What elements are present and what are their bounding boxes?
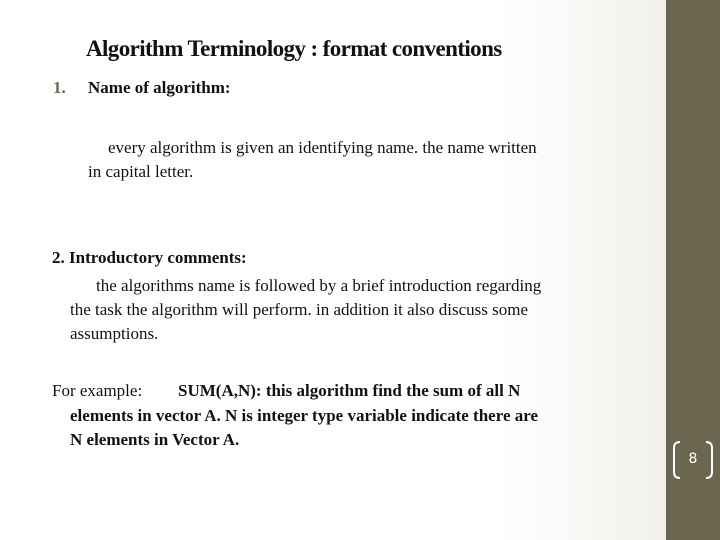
item-1-heading: Name of algorithm: bbox=[88, 78, 231, 97]
example-line-3: N elements in Vector A. bbox=[70, 430, 240, 449]
item-2-body-line-2: the task the algorithm will perform. in addition it also discuss some bbox=[70, 300, 528, 319]
example-line-2: elements in vector A. N is integer type variable indicate there are bbox=[70, 406, 539, 425]
example-line-1: SUM(A,N): this algorithm find the sum of all N bbox=[178, 381, 521, 400]
item-1-body-line-2: in capital letter. bbox=[88, 162, 194, 181]
item-2-body-line-3: assumptions. bbox=[70, 324, 159, 343]
example-label: For example: bbox=[52, 381, 143, 400]
item-2-heading: 2. Introductory comments: bbox=[52, 248, 247, 267]
item-1-number: 1. bbox=[53, 78, 66, 97]
page-number: 8 bbox=[688, 451, 698, 467]
item-1-body-line-1: every algorithm is given an identifying name. the name written bbox=[108, 138, 537, 157]
item-2-body-line-1: the algorithms name is followed by a brief introduction regarding bbox=[96, 276, 542, 295]
slide-title: Algorithm Terminology : format conventions bbox=[86, 36, 502, 61]
page-number-badge bbox=[670, 438, 716, 482]
